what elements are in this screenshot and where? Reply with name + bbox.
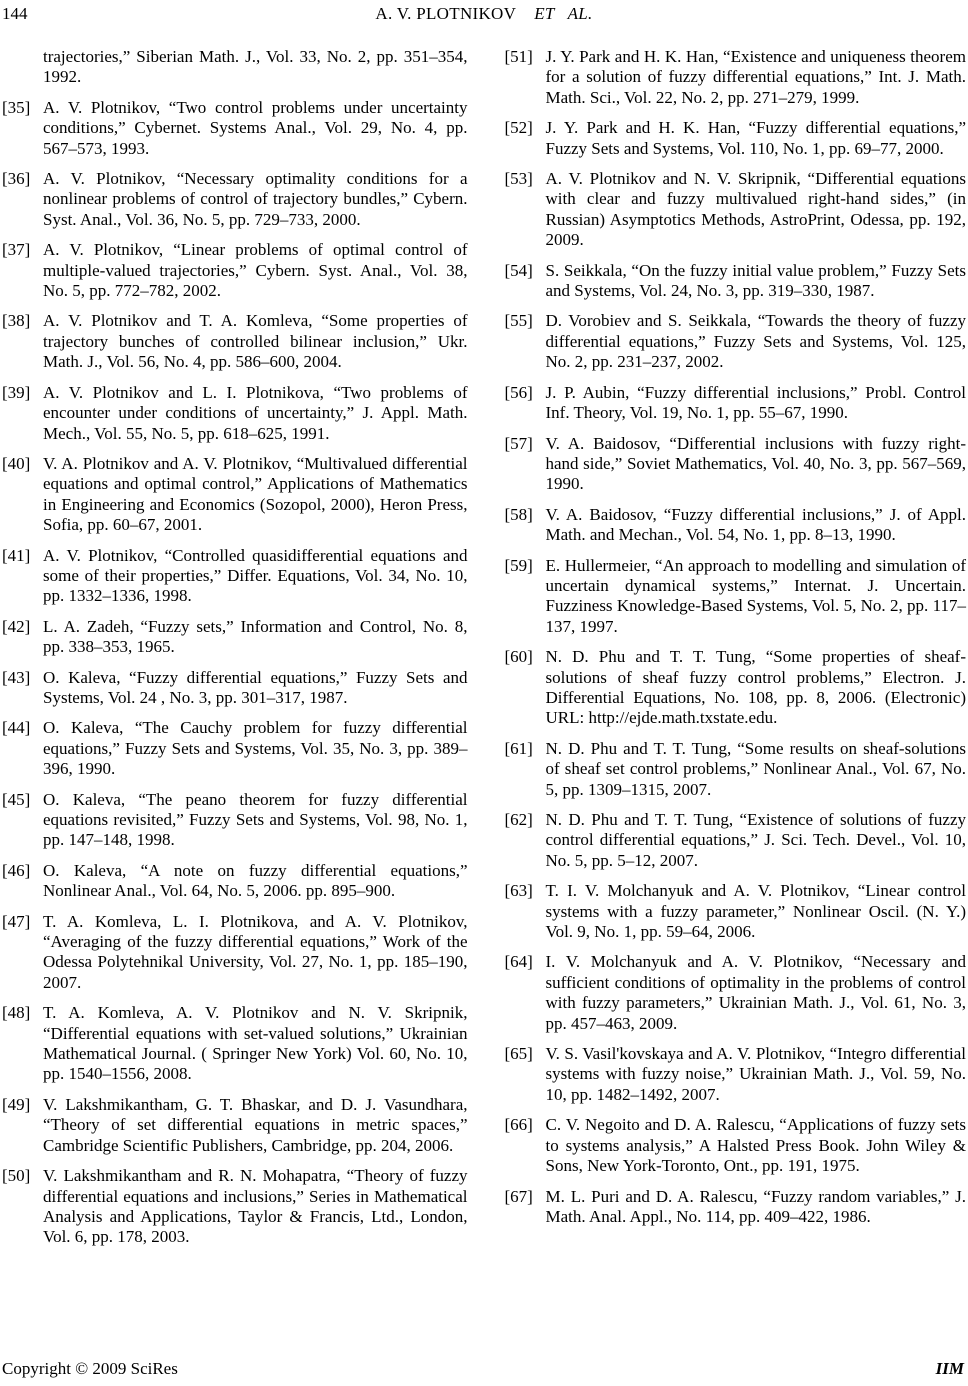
reference-entry (505, 261, 967, 302)
reference-entry (2, 790, 468, 851)
reference-text: A. V. Plotnikov and T. A. Komleva, “Some properties of trajectory bunches of controlled bilinear inclusion,” Ukr. Math. J., Vol. 56, No. 4, pp. 586–600, 2004. (43, 311, 468, 372)
reference-number: [61] (504, 738, 533, 758)
reference-text: V. A. Baidosov, “Differential inclusions with fuzzy right-hand side,” Soviet Mathematics, Vol. 40, No. 3, pp. 567–569, 1990. (545, 433, 966, 494)
running-title-et-al: ET AL. (534, 4, 593, 23)
reference-number: [48] (2, 1003, 31, 1023)
reference-entry (2, 861, 468, 902)
reference-entry (505, 1044, 967, 1105)
reference-entry (2, 1095, 468, 1156)
reference-entry (2, 47, 468, 88)
reference-number: [53] (504, 169, 533, 189)
page-header (2, 4, 966, 30)
reference-number: [37] (2, 240, 31, 260)
reference-number: [38] (2, 311, 31, 331)
reference-entry (505, 434, 967, 495)
reference-number: [49] (2, 1094, 31, 1114)
reference-entry (2, 383, 468, 444)
reference-text: C. V. Negoito and D. A. Ralescu, “Applications of fuzzy sets to systems analysis,” A Halsted Press Book. John Wiley & Sons, New York-Toronto, Ont., pp. 191, 1975. (545, 1115, 966, 1176)
reference-text: O. Kaleva, “A note on fuzzy differential equations,” Nonlinear Anal., Vol. 64, No. 5, 2006. pp. 895–900. (43, 860, 468, 901)
reference-entry (2, 718, 468, 779)
reference-entry (2, 240, 468, 301)
reference-text: V. A. Baidosov, “Fuzzy differential inclusions,” J. of Appl. Math. and Mechan., Vol. 54, No. 1, pp. 8–13, 1990. (545, 504, 966, 545)
reference-number: [51] (504, 47, 533, 66)
reference-number: [47] (2, 911, 31, 931)
reference-text: T. A. Komleva, L. I. Plotnikova, and A. V. Plotnikov, “Averaging of the fuzzy differential equations,” Work of the Odessa Polytehnikal University, Vol. 27, No. 1, pp. 185–190, 2007. (43, 911, 468, 992)
reference-text: A. V. Plotnikov and L. I. Plotnikova, “Two problems of encounter under conditions of uncertainty,” J. Appl. Math. Mech., Vol. 55, No. 5, pp. 618–625, 1991. (43, 382, 468, 443)
reference-entry (505, 647, 967, 729)
reference-entry (505, 952, 967, 1034)
reference-number: [54] (504, 260, 533, 280)
reference-entry (505, 1187, 967, 1228)
reference-entry (505, 47, 967, 108)
reference-text: A. V. Plotnikov, “Two control problems under uncertainty conditions,” Cybernet. Systems Anal., Vol. 29, No. 4, pp. 567–573, 1993. (43, 97, 468, 158)
reference-number (2, 47, 43, 88)
reference-number: [40] (2, 453, 31, 473)
reference-text: O. Kaleva, “The peano theorem for fuzzy differential equations revisited,” Fuzzy Sets and Systems, Vol. 98, No. 1, pp. 147–148, 1998. (43, 789, 468, 850)
running-head (2, 4, 966, 24)
reference-number: [58] (504, 504, 533, 524)
reference-text: J. Y. Park and H. K. Han, “Fuzzy differential equations,” Fuzzy Sets and Systems, Vol. 110, No. 1, pp. 69–77, 2000. (545, 118, 966, 158)
reference-entry (2, 98, 468, 159)
reference-entry (2, 169, 468, 230)
page-footer (2, 1359, 964, 1379)
reference-number: [66] (504, 1115, 533, 1135)
reference-text: N. D. Phu and T. T. Tung, “Some results on sheaf-solutions of sheaf set control problems,” Nonlinear Anal., Vol. 67, No. 5, pp. 1309–1315, 2007. (545, 738, 966, 799)
references-section (2, 47, 966, 1258)
reference-text: V. A. Plotnikov and A. V. Plotnikov, “Multivalued differential equations and optimal control,” Applications of Mathematics in Engineering and Economics (Sozopol, 2000), Heron Press, Sofia, pp. 60–67, 2001. (43, 453, 468, 535)
reference-number: [57] (504, 433, 533, 453)
reference-entry (505, 383, 967, 424)
reference-text: J. P. Aubin, “Fuzzy differential inclusions,” Probl. Control Inf. Theory, Vol. 19, No. 1, pp. 55–67, 1990. (545, 382, 966, 423)
reference-number: [41] (2, 545, 31, 565)
reference-text: M. L. Puri and D. A. Ralescu, “Fuzzy random variables,” J. Math. Anal. Appl., No. 114, pp. 409–422, 1986. (545, 1186, 966, 1226)
reference-number: [50] (2, 1166, 31, 1186)
page-number: 144 (2, 4, 28, 23)
reference-text: I. V. Molchanyuk and A. V. Plotnikov, “Necessary and sufficient conditions of optimality in the problems of control with fuzzy parameters,” Ukrainian Math. J., Vol. 61, No. 3, pp. 457–463, 2009. (545, 952, 966, 1033)
reference-number: [52] (504, 118, 533, 138)
reference-entry (2, 912, 468, 994)
reference-entry (505, 556, 967, 638)
reference-text: N. D. Phu and T. T. Tung, “Some properties of sheaf-solutions of sheaf fuzzy control problems,” Electron. J. Differential Equations, No. 108, pp. 8, 2006. (Electronic) URL: http://ejde.math.txstate.edu. (545, 647, 966, 728)
reference-entry (2, 546, 468, 607)
reference-text: A. V. Plotnikov, “Linear problems of optimal control of multiple-valued trajectories,” Cybern. Syst. Anal., Vol. 38, No. 5, pp. 772–782, 2002. (43, 240, 468, 301)
reference-number: [56] (504, 382, 533, 402)
reference-text: L. A. Zadeh, “Fuzzy sets,” Information and Control, No. 8, pp. 338–353, 1965. (43, 616, 468, 657)
reference-entry (2, 1166, 468, 1248)
references-column-left (2, 47, 468, 1258)
references-column-right (505, 47, 967, 1258)
reference-entry (505, 739, 967, 800)
reference-text: V. S. Vasil'kovskaya and A. V. Plotnikov, “Integro differential systems with fuzzy noise,” Ukrainian Math. J., Vol. 59, No. 10, pp. 1482–1492, 2007. (545, 1044, 966, 1104)
reference-text: T. A. Komleva, A. V. Plotnikov and N. V. Skripnik, “Differential equations with set-valued solutions,” Ukrainian Mathematical Journal. ( Springer New York) Vol. 60, No. 10, pp. 1540–1556, 2008. (43, 1003, 468, 1084)
reference-number: [35] (2, 97, 31, 117)
reference-text: S. Seikkala, “On the fuzzy initial value problem,” Fuzzy Sets and Systems, Vol. 24, No. 3, pp. 319–330, 1987. (545, 260, 966, 301)
reference-entry (505, 881, 967, 942)
running-title: A. V. PLOTNIKOV (375, 4, 517, 23)
reference-number: [67] (504, 1186, 533, 1206)
reference-number: [39] (2, 382, 31, 402)
reference-number: [65] (504, 1044, 533, 1064)
reference-entry (505, 505, 967, 546)
journal-abbreviation: IIM (935, 1359, 964, 1378)
reference-entry (505, 1115, 967, 1176)
reference-number: [45] (2, 789, 31, 809)
reference-number: [60] (504, 647, 533, 667)
reference-number: [46] (2, 860, 31, 880)
reference-number: [55] (504, 311, 533, 331)
reference-entry (2, 311, 468, 372)
reference-entry (505, 311, 967, 372)
reference-number: [62] (504, 810, 533, 829)
reference-text: J. Y. Park and H. K. Han, “Existence and uniqueness theorem for a solution of fuzzy differential equations,” Int. J. Math. Math. Sci., Vol. 22, No. 2, pp. 271–279, 1999. (545, 47, 966, 107)
reference-entry (2, 454, 468, 536)
reference-text: A. V. Plotnikov, “Controlled quasidifferential equations and some of their properties,” Differ. Equations, Vol. 34, No. 10, pp. 1332–1336, 1998. (43, 545, 468, 606)
reference-entry (505, 169, 967, 251)
reference-text: A. V. Plotnikov and N. V. Skripnik, “Differential equations with clear and fuzzy multivalued right-hand sides,” (in Russian) Asymptotics Methods, AstroPrint, Odessa, pp. 192, 2009. (545, 169, 966, 250)
reference-text: D. Vorobiev and S. Seikkala, “Towards the theory of fuzzy differential equations,” Fuzzy Sets and Systems, Vol. 125, No. 2, pp. 231–237, 2002. (545, 311, 966, 372)
reference-number: [64] (504, 952, 533, 972)
reference-number: [44] (2, 718, 31, 738)
reference-entry (2, 668, 468, 709)
reference-number: [59] (504, 555, 533, 575)
reference-text: T. I. V. Molchanyuk and A. V. Plotnikov, “Linear control systems with a fuzzy parameter,” Nonlinear Oscil. (N. Y.) Vol. 9, No. 1, pp. 59–64, 2006. (545, 881, 966, 942)
reference-entry (2, 1003, 468, 1085)
reference-text: O. Kaleva, “Fuzzy differential equations,” Fuzzy Sets and Systems, Vol. 24 , No. 3, pp. 301–317, 1987. (43, 667, 468, 707)
reference-text: V. Lakshmikantham, G. T. Bhaskar, and D. J. Vasundhara, “Theory of set differential equations in metric spaces,” Cambridge Scientific Publishers, Cambridge, pp. 204, 2006. (43, 1094, 468, 1155)
reference-text: N. D. Phu and T. T. Tung, “Existence of solutions of fuzzy control differential equations,” J. Sci. Tech. Devel., Vol. 10, No. 5, pp. 5–12, 2007. (545, 810, 966, 870)
copyright-notice: Copyright © 2009 SciRes (2, 1359, 178, 1378)
reference-number: [43] (2, 667, 31, 687)
reference-text: O. Kaleva, “The Cauchy problem for fuzzy differential equations,” Fuzzy Sets and Systems, Vol. 35, No. 3, pp. 389–396, 1990. (43, 718, 468, 779)
reference-text: V. Lakshmikantham and R. N. Mohapatra, “Theory of fuzzy differential equations and inclusions,” Series in Mathematical Analysis and Applications, Taylor & Francis, Ltd., London, Vol. 6, pp. 178, 2003. (43, 1166, 468, 1247)
reference-number: [42] (2, 616, 31, 636)
reference-entry (505, 810, 967, 871)
reference-number: [63] (504, 881, 533, 901)
reference-text: E. Hullermeier, “An approach to modelling and simulation of uncertain dynamical systems,” Internat. J. Uncertain. Fuzziness Knowledge-Based Systems, Vol. 5, No. 2, pp. 117–137, 1997. (545, 555, 966, 636)
reference-entry (2, 617, 468, 658)
reference-text: trajectories,” Siberian Math. J., Vol. 33, No. 2, pp. 351–354, 1992. (43, 47, 468, 87)
reference-text: A. V. Plotnikov, “Necessary optimality conditions for a nonlinear problems of control of trajectory bundles,” Cybern. Syst. Anal., Vol. 36, No. 5, pp. 729–733, 2000. (43, 169, 468, 229)
reference-entry (505, 118, 967, 159)
reference-number: [36] (2, 169, 31, 189)
